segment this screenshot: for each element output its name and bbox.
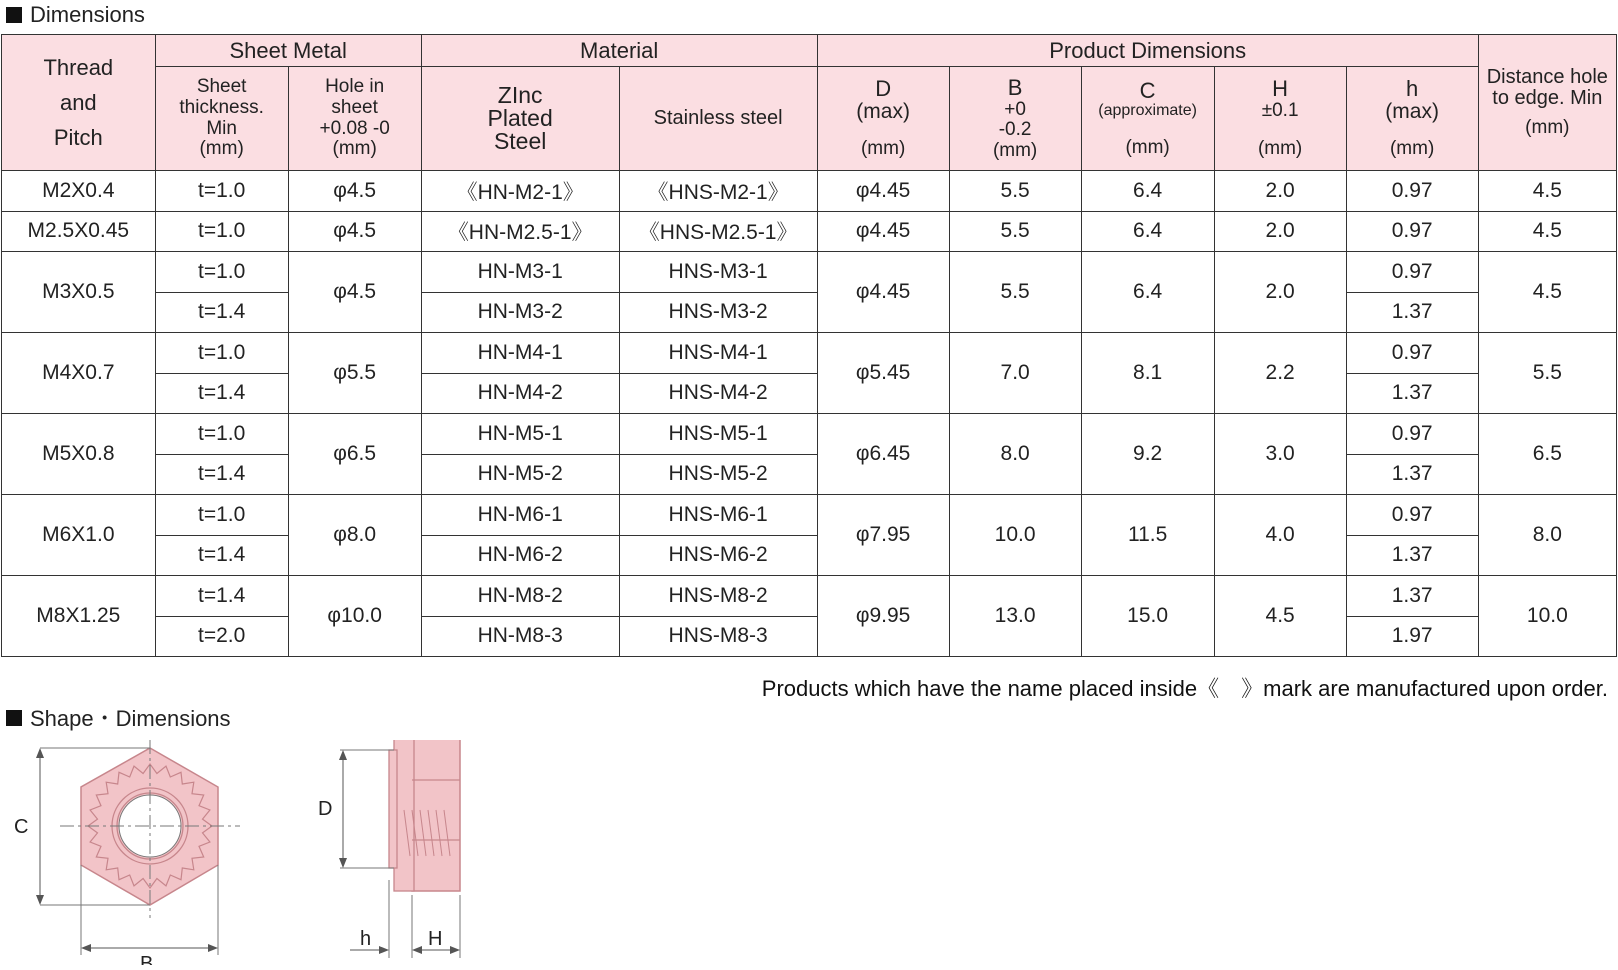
cell-stainless-part: 《HNS-M2.5-1》 xyxy=(619,211,817,252)
cell-stainless-part: HNS-M3-2 xyxy=(619,292,817,333)
h-small-sub: (max) xyxy=(1385,99,1439,123)
cell-thread: M6X1.0 xyxy=(2,495,156,576)
cell-b: 13.0 xyxy=(949,576,1081,657)
header-b xyxy=(949,67,1081,171)
table-row xyxy=(2,495,1617,536)
header-product-dimensions: Product Dimensions xyxy=(817,35,1478,67)
table-row xyxy=(2,535,1617,576)
header-thread-pitch: Thread and Pitch xyxy=(2,35,156,171)
cell-stainless-part: HNS-M5-1 xyxy=(619,414,817,455)
cell-c: 11.5 xyxy=(1081,495,1214,576)
cell-zinc-part: HN-M4-2 xyxy=(421,373,619,414)
cell-hole: φ6.5 xyxy=(288,414,421,495)
cell-c: 9.2 xyxy=(1081,414,1214,495)
header-d xyxy=(817,67,949,171)
cell-h-small: 1.37 xyxy=(1346,373,1478,414)
cell-stainless-part: HNS-M6-1 xyxy=(619,495,817,536)
cell-zinc-part: 《HN-M2.5-1》 xyxy=(421,211,619,252)
cell-h: 2.0 xyxy=(1214,211,1346,252)
sheet-thickness-label: Sheet thickness. Min xyxy=(179,76,264,139)
cell-b: 10.0 xyxy=(949,495,1081,576)
table-row xyxy=(2,292,1617,333)
dimensions-section-title xyxy=(6,2,145,28)
cell-h: 2.0 xyxy=(1214,171,1346,212)
header-h xyxy=(1214,67,1346,171)
table-row xyxy=(2,616,1617,657)
cell-zinc-part: HN-M3-2 xyxy=(421,292,619,333)
cell-distance: 4.5 xyxy=(1478,252,1616,333)
cell-c: 15.0 xyxy=(1081,576,1214,657)
header-material: Material xyxy=(421,35,817,67)
header-distance xyxy=(1478,35,1616,171)
cell-zinc-part: HN-M6-2 xyxy=(421,535,619,576)
cell-stainless-part: HNS-M8-2 xyxy=(619,576,817,617)
cell-distance: 4.5 xyxy=(1478,211,1616,252)
label-b: B xyxy=(140,953,154,965)
cell-h-small: 0.97 xyxy=(1346,252,1478,293)
cell-b: 5.5 xyxy=(949,171,1081,212)
header-c xyxy=(1081,67,1214,171)
cell-h-small: 0.97 xyxy=(1346,495,1478,536)
cell-d: φ9.95 xyxy=(817,576,949,657)
label-h-big: H xyxy=(428,928,443,950)
cell-sheet-thickness: t=1.4 xyxy=(155,454,288,495)
cell-zinc-part: HN-M5-1 xyxy=(421,414,619,455)
cell-sheet-thickness: t=2.0 xyxy=(155,616,288,657)
square-bullet-icon xyxy=(6,710,22,726)
shape-section-title xyxy=(6,702,231,733)
d-sub: (max) xyxy=(856,99,910,123)
cell-hole: φ4.5 xyxy=(288,171,421,212)
cell-h-small: 0.97 xyxy=(1346,211,1478,252)
b-sub: +0 -0.2 xyxy=(998,98,1032,141)
hole-in-sheet-label: Hole in sheet +0.08 -0 xyxy=(319,76,390,139)
cell-b: 5.5 xyxy=(949,252,1081,333)
cell-h: 4.5 xyxy=(1214,576,1346,657)
cell-h-small: 1.37 xyxy=(1346,292,1478,333)
cell-sheet-thickness: t=1.0 xyxy=(155,414,288,455)
table-row xyxy=(2,576,1617,617)
cell-stainless-part: HNS-M8-3 xyxy=(619,616,817,657)
cell-sheet-thickness: t=1.4 xyxy=(155,373,288,414)
c-label: C xyxy=(1139,77,1156,103)
cell-b: 7.0 xyxy=(949,333,1081,414)
nut-front-view xyxy=(14,740,240,965)
h-small-unit: (mm) xyxy=(1389,138,1435,160)
cell-zinc-part: HN-M5-2 xyxy=(421,454,619,495)
cell-h-small: 1.37 xyxy=(1346,454,1478,495)
cell-zinc-part: HN-M6-1 xyxy=(421,495,619,536)
cell-c: 6.4 xyxy=(1081,252,1214,333)
distance-label: Distance hole to edge. Min xyxy=(1486,65,1608,110)
label-d: D xyxy=(318,798,333,820)
cell-d: φ7.95 xyxy=(817,495,949,576)
cell-h-small: 0.97 xyxy=(1346,171,1478,212)
shape-title-text: Shape・Dimensions xyxy=(30,706,231,731)
cell-thread: M2X0.4 xyxy=(2,171,156,212)
cell-h: 4.0 xyxy=(1214,495,1346,576)
cell-h-small: 0.97 xyxy=(1346,333,1478,374)
cell-sheet-thickness: t=1.4 xyxy=(155,576,288,617)
zinc-label: ZInc Plated Steel xyxy=(487,82,553,154)
table-row xyxy=(2,171,1617,212)
cell-hole: φ10.0 xyxy=(288,576,421,657)
dimensions-table xyxy=(1,34,1617,657)
table-row xyxy=(2,333,1617,374)
order-note: Products which have the name placed inside《 》mark are manufactured upon order. xyxy=(761,676,1608,701)
cell-sheet-thickness: t=1.4 xyxy=(155,535,288,576)
cell-zinc-part: HN-M4-1 xyxy=(421,333,619,374)
sheet-thickness-unit: (mm) xyxy=(199,138,244,160)
cell-c: 6.4 xyxy=(1081,171,1214,212)
cell-hole: φ8.0 xyxy=(288,495,421,576)
cell-d: φ4.45 xyxy=(817,211,949,252)
cell-c: 6.4 xyxy=(1081,211,1214,252)
cell-zinc-part: HN-M3-1 xyxy=(421,252,619,293)
cell-distance: 10.0 xyxy=(1478,576,1616,657)
h-sub: ±0.1 xyxy=(1261,99,1299,121)
cell-thread: M8X1.25 xyxy=(2,576,156,657)
cell-h-small: 1.97 xyxy=(1346,616,1478,657)
cell-d: φ4.45 xyxy=(817,252,949,333)
distance-unit: (mm) xyxy=(1525,116,1570,138)
h-unit: (mm) xyxy=(1257,138,1303,160)
table-row xyxy=(2,211,1617,252)
cell-sheet-thickness: t=1.0 xyxy=(155,211,288,252)
hole-in-sheet-unit: (mm) xyxy=(332,138,377,160)
cell-stainless-part: 《HNS-M2-1》 xyxy=(619,171,817,212)
cell-hole: φ4.5 xyxy=(288,252,421,333)
cell-sheet-thickness: t=1.0 xyxy=(155,495,288,536)
table-row xyxy=(2,252,1617,293)
table-row xyxy=(2,373,1617,414)
cell-thread: M3X0.5 xyxy=(2,252,156,333)
nut-drawing-svg xyxy=(0,740,480,965)
c-unit: (mm) xyxy=(1125,136,1170,158)
cell-h: 2.2 xyxy=(1214,333,1346,414)
cell-distance: 8.0 xyxy=(1478,495,1616,576)
cell-stainless-part: HNS-M4-2 xyxy=(619,373,817,414)
cell-sheet-thickness: t=1.0 xyxy=(155,333,288,374)
cell-hole: φ4.5 xyxy=(288,211,421,252)
label-c: C xyxy=(14,816,29,838)
header-sheet-metal: Sheet Metal xyxy=(155,35,421,67)
table-row xyxy=(2,414,1617,455)
cell-d: φ5.45 xyxy=(817,333,949,414)
square-bullet-icon xyxy=(6,7,22,23)
b-unit: (mm) xyxy=(992,139,1038,161)
cell-distance: 4.5 xyxy=(1478,171,1616,212)
cell-sheet-thickness: t=1.4 xyxy=(155,292,288,333)
nut-side-view xyxy=(318,740,460,958)
header-stainless: Stainless steel xyxy=(619,67,817,171)
cell-thread: M4X0.7 xyxy=(2,333,156,414)
cell-d: φ6.45 xyxy=(817,414,949,495)
header-hole-in-sheet xyxy=(288,67,421,171)
header-zinc xyxy=(421,67,619,171)
cell-thread: M2.5X0.45 xyxy=(2,211,156,252)
label-h-small: h xyxy=(360,928,372,950)
cell-stainless-part: HNS-M6-2 xyxy=(619,535,817,576)
header-h-small xyxy=(1346,67,1478,171)
cell-distance: 5.5 xyxy=(1478,333,1616,414)
table-body xyxy=(2,171,1617,657)
c-sub: (approximate) xyxy=(1098,102,1197,120)
cell-stainless-part: HNS-M4-1 xyxy=(619,333,817,374)
cell-h-small: 0.97 xyxy=(1346,414,1478,455)
cell-b: 8.0 xyxy=(949,414,1081,495)
cell-zinc-part: 《HN-M2-1》 xyxy=(421,171,619,212)
h-small-label: h xyxy=(1406,76,1419,102)
cell-distance: 6.5 xyxy=(1478,414,1616,495)
cell-sheet-thickness: t=1.0 xyxy=(155,171,288,212)
cell-h-small: 1.37 xyxy=(1346,576,1478,617)
cell-stainless-part: HNS-M3-1 xyxy=(619,252,817,293)
cell-c: 8.1 xyxy=(1081,333,1214,414)
h-label: H xyxy=(1272,76,1289,102)
cell-h: 3.0 xyxy=(1214,414,1346,495)
cell-h: 2.0 xyxy=(1214,252,1346,333)
cell-h-small: 1.37 xyxy=(1346,535,1478,576)
cell-d: φ4.45 xyxy=(817,171,949,212)
cell-b: 5.5 xyxy=(949,211,1081,252)
dimensions-title-text: Dimensions xyxy=(30,2,145,27)
header-sheet-thickness xyxy=(155,67,288,171)
cell-sheet-thickness: t=1.0 xyxy=(155,252,288,293)
d-label: D xyxy=(875,76,892,102)
b-label: B xyxy=(1007,74,1023,100)
table-row xyxy=(2,454,1617,495)
shape-drawing xyxy=(0,740,480,970)
cell-zinc-part: HN-M8-2 xyxy=(421,576,619,617)
d-unit: (mm) xyxy=(860,138,906,160)
cell-hole: φ5.5 xyxy=(288,333,421,414)
cell-thread: M5X0.8 xyxy=(2,414,156,495)
cell-zinc-part: HN-M8-3 xyxy=(421,616,619,657)
cell-stainless-part: HNS-M5-2 xyxy=(619,454,817,495)
